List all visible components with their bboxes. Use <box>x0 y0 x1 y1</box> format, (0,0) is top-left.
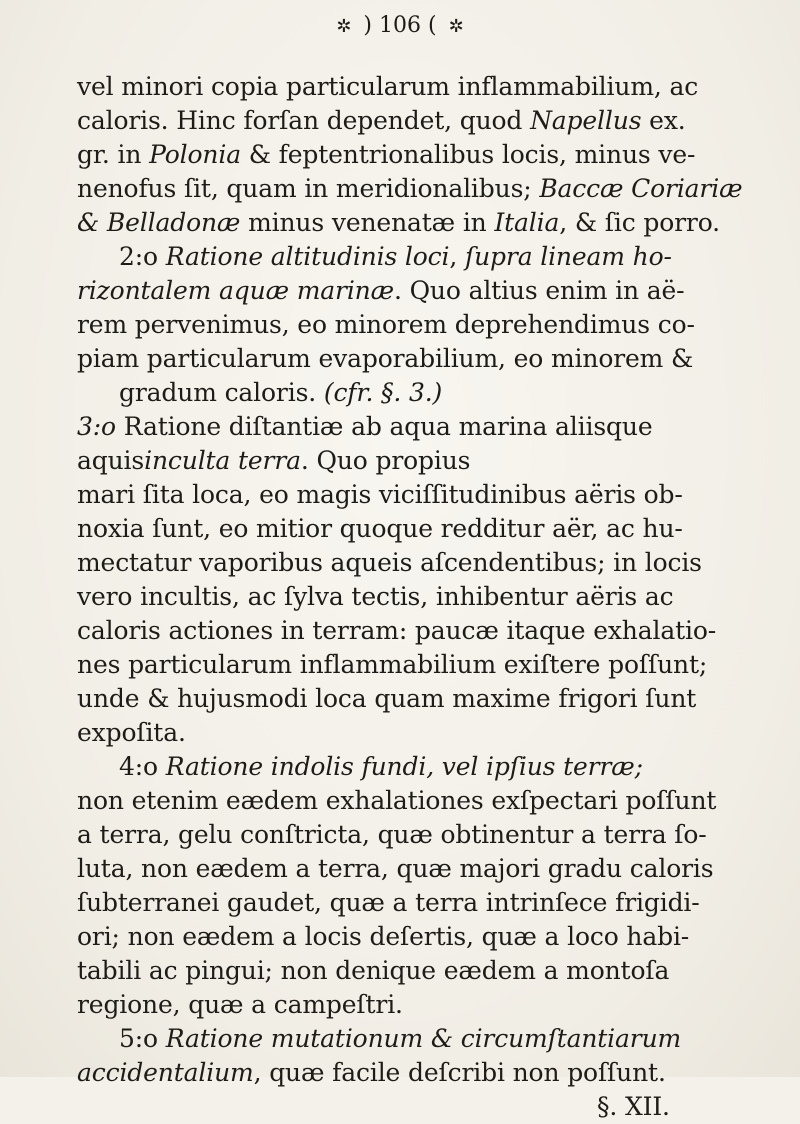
page-header <box>0 10 800 43</box>
text-line: rizontalem aquæ marinæ. Quo altius enim in aë- <box>77 276 685 305</box>
text-line: caloris. Hinc forſan dependet, quod Napellus ex. <box>77 106 686 135</box>
text-line: piam particularum evaporabilium, eo minorem & <box>77 344 694 373</box>
text-line: tabili ac pingui; non denique eædem a montoſa <box>77 956 670 985</box>
text-run: . Quo propius <box>300 446 471 475</box>
text-line: luta, non eædem a terra, quæ majori gradu caloris <box>77 854 714 883</box>
text-line: mectatur vaporibus aqueis aſcendentibus; in locis <box>77 548 702 577</box>
text-line: ſubterranei gaudet, quæ a terra intrinſece frigidi- <box>77 888 700 917</box>
section-marker: §. XII. <box>597 1092 670 1121</box>
italic-phrase: inculta terra <box>144 446 301 475</box>
text-line: caloris actiones in terram: paucæ itaque exhalatio- <box>77 616 717 645</box>
text-line: gr. in Polonia & feptentrionalibus locis, minus ve- <box>77 140 696 169</box>
text-line: noxia ſunt, eo mitior quoque redditur aër, ac hu- <box>77 514 683 543</box>
text-line: & Belladonæ minus venenatæ in Italia, & ſic porro. <box>77 208 720 237</box>
body-text <box>77 70 743 1124</box>
text-line: accidentalium, quæ facile deſcribi non poſſunt. <box>77 1058 666 1087</box>
text-line: rem pervenimus, eo minorem deprehendimus co- <box>77 310 695 339</box>
text-line: unde & hujusmodi loca quam maxime frigori ſunt <box>77 684 697 713</box>
text-line: 5:o Ratione mutationum & circumſtantiarum <box>119 1024 682 1053</box>
text-line: non etenim eædem exhalationes exſpectari poſſunt <box>77 786 717 815</box>
text-line: a terra, gelu conſtricta, quæ obtinentur a terra ſo- <box>77 820 707 849</box>
text-line: gradum caloris. (cfr. §. 3.) <box>119 378 443 407</box>
text-line: nenofus ſit, quam in meridionalibus; Baccæ Coriariæ <box>77 174 743 203</box>
text-line: nes particularum inflammabilium exiſtere poſſunt; <box>77 650 708 679</box>
header-ornament-right: ✲ <box>448 16 464 37</box>
text-line: 2:o Ratione altitudinis loci, ſupra lineam ho- <box>119 242 672 271</box>
text-line: regione, quæ a campeſtri. <box>77 990 403 1019</box>
header-ornament-left: ✲ <box>336 16 352 37</box>
text-line: vero incultis, ac ſylva tectis, inhibentur aëris ac <box>77 582 674 611</box>
text-line: aquisinculta terra. Quo propius <box>77 446 471 475</box>
text-line: ori; non eædem a locis deſertis, quæ a loco habi- <box>77 922 690 951</box>
page-number: ) 106 ( <box>363 13 437 38</box>
text-line: 3:o Ratione diſtantiæ ab aqua marina aliisque <box>77 412 653 441</box>
text-line: mari ſita loca, eo magis viciſſitudinibus aëris ob- <box>77 480 683 509</box>
text-line: expoſita. <box>77 718 186 747</box>
text-line: vel minori copia particularum inflammabilium, ac <box>77 72 699 101</box>
text-line: 4:o Ratione indolis fundi, vel ipſius terræ; <box>119 752 643 781</box>
